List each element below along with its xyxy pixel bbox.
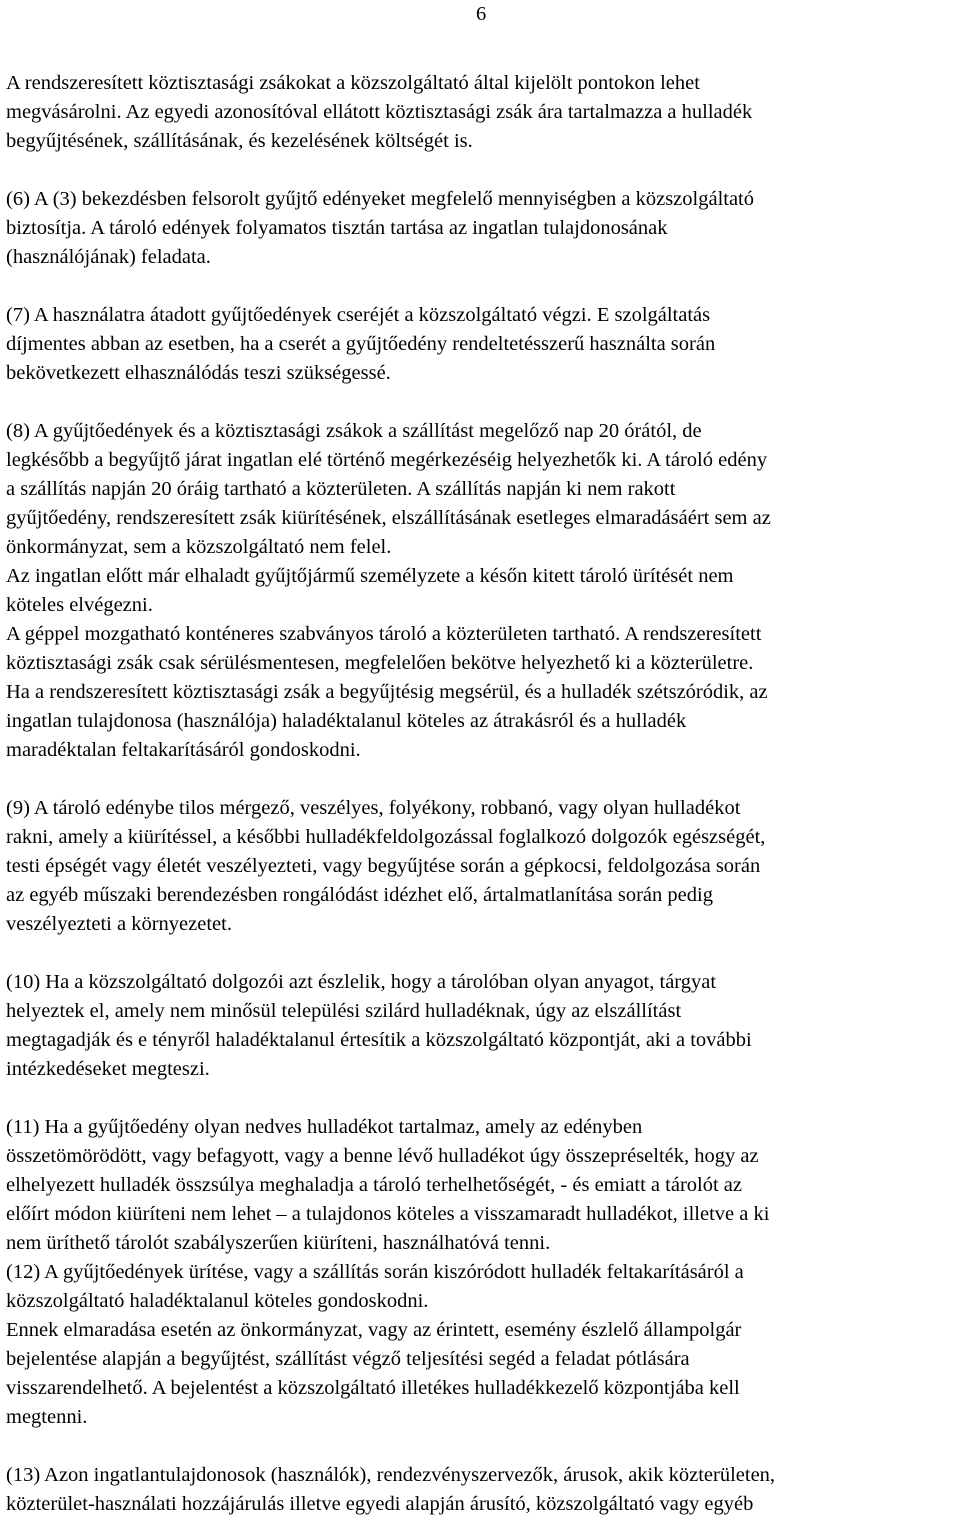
text-line: A rendszeresített köztisztasági zsákokat a közszolgáltató által kijelölt pontokon lehet: [6, 72, 700, 94]
text-line: veszélyezteti a környezetet.: [6, 913, 232, 935]
text-line: visszarendelhető. A bejelentést a közszolgáltató illetékes hulladékkezelő központjába kell: [6, 1377, 740, 1399]
text-line: biztosítja. A tároló edények folyamatos tisztán tartása az ingatlan tulajdonosának: [6, 217, 668, 239]
text-line: legkésőbb a begyűjtő járat ingatlan elé történő megérkezéséig helyezhetők ki. A tároló edény: [6, 449, 768, 471]
paragraph-spacer: [6, 1084, 956, 1113]
text-line: közszolgáltató haladéktalanul köteles gondoskodni.: [6, 1290, 429, 1312]
text-line: (7) A használatra átadott gyűjtőedények cseréjét a közszolgáltató végzi. E szolgáltatás: [6, 304, 711, 326]
text-line: köteles elvégezni.: [6, 594, 153, 616]
text-line: Ennek elmaradása esetén az önkormányzat, vagy az érintett, esemény észlelő állampolgár: [6, 1319, 742, 1341]
text-line: maradéktalan feltakarításáról gondoskodni.: [6, 739, 361, 761]
text-line: rakni, amely a kiürítéssel, a későbbi hulladékfeldolgozással foglalkozó dolgozók egészségét,: [6, 826, 766, 848]
text-line: (13) Azon ingatlantulajdonosok (használók), rendezvényszervezők, árusok, akik közterületen,: [6, 1464, 776, 1486]
paragraph-8: [6, 417, 956, 765]
text-line: elhelyezett hulladék összsúlya meghaladja a tároló terhelhetőségét, - és emiatt a tárolót az: [6, 1174, 742, 1196]
document-body: [6, 69, 956, 1519]
text-line: A géppel mozgatható konténeres szabványos tároló a közterületen tartható. A rendszeresített: [6, 623, 762, 645]
page-number: 6: [476, 3, 487, 25]
paragraph-6: [6, 185, 956, 272]
text-line: megvásárolni. Az egyedi azonosítóval ellátott köztisztasági zsák ára tartalmazza a hulladék: [6, 101, 753, 123]
text-line: (8) A gyűjtőedények és a köztisztasági zsákok a szállítást megelőző nap 20 órától, de: [6, 420, 702, 442]
text-line: (használójának) feladata.: [6, 246, 211, 268]
text-line: az egyéb műszaki berendezésben rongálódást idézhet elő, ártalmatlanítása során pedig: [6, 884, 713, 906]
text-line: bekövetkezett elhasználódás teszi szükségessé.: [6, 362, 391, 384]
paragraph-9: [6, 794, 956, 939]
paragraph-spacer: [6, 156, 956, 185]
text-line: összetömörödött, vagy befagyott, vagy a benne lévő hulladékot úgy összepréselték, hogy az: [6, 1145, 759, 1167]
text-line: Az ingatlan előtt már elhaladt gyűjtőjármű személyzete a későn kitett tároló ürítését nem: [6, 565, 734, 587]
text-line: önkormányzat, sem a közszolgáltató nem felel.: [6, 536, 392, 558]
text-line: (9) A tároló edénybe tilos mérgező, veszélyes, folyékony, robbanó, vagy olyan hulladékot: [6, 797, 741, 819]
text-line: (6) A (3) bekezdésben felsorolt gyűjtő edényeket megfelelő mennyiségben a közszolgáltató: [6, 188, 754, 210]
text-line: megtenni.: [6, 1406, 88, 1428]
text-line: a szállítás napján 20 óráig tartható a közterületen. A szállítás napján ki nem rakott: [6, 478, 676, 500]
text-line: Ha a rendszeresített köztisztasági zsák a begyűjtésig megsérül, és a hulladék szétszóródik, az: [6, 681, 768, 703]
text-line: ingatlan tulajdonosa (használója) haladéktalanul köteles az átrakásról és a hulladék: [6, 710, 687, 732]
paragraph-spacer: [6, 1432, 956, 1461]
paragraph-intro: [6, 69, 956, 156]
paragraph-spacer: [6, 765, 956, 794]
text-line: bejelentése alapján a begyűjtést, szállítást végző teljesítési segéd a feladat pótlására: [6, 1348, 690, 1370]
text-line: díjmentes abban az esetben, ha a cserét a gyűjtőedény rendeltetésszerű használta során: [6, 333, 716, 355]
paragraph-11-12: [6, 1113, 956, 1432]
text-line: (12) A gyűjtőedények ürítése, vagy a szállítás során kiszóródott hulladék feltakarításáról a: [6, 1261, 744, 1283]
text-line: előírt módon kiüríteni nem lehet – a tulajdonos köteles a visszamaradt hulladékot, illetve a ki: [6, 1203, 770, 1225]
text-line: helyeztek el, amely nem minősül települési szilárd hulladéknak, úgy az elszállítást: [6, 1000, 682, 1022]
text-line: testi épségét vagy életét veszélyezteti, vagy begyűjtése során a gépkocsi, feldolgozása során: [6, 855, 761, 877]
text-line: begyűjtésének, szállításának, és kezelésének költségét is.: [6, 130, 473, 152]
text-line: nem üríthető tárolót szabályszerűen kiüríteni, használhatóvá tenni.: [6, 1232, 551, 1254]
paragraph-spacer: [6, 939, 956, 968]
paragraph-10: [6, 968, 956, 1084]
paragraph-13: [6, 1461, 956, 1519]
paragraph-7: [6, 301, 956, 388]
text-line: (10) Ha a közszolgáltató dolgozói azt észlelik, hogy a tárolóban olyan anyagot, tárgyat: [6, 971, 717, 993]
text-line: intézkedéseket megteszi.: [6, 1058, 210, 1080]
text-line: gyűjtőedény, rendszeresített zsák kiürítésének, elszállításának esetleges elmaradásáért sem az: [6, 507, 771, 529]
text-line: köztisztasági zsák csak sérülésmentesen, megfelelően bekötve helyezhető ki a közterületre.: [6, 652, 754, 674]
text-line: (11) Ha a gyűjtőedény olyan nedves hulladékot tartalmaz, amely az edényben: [6, 1116, 643, 1138]
text-line: megtagadják és e tényről haladéktalanul értesítik a közszolgáltató központját, aki a további: [6, 1029, 752, 1051]
paragraph-spacer: [6, 388, 956, 417]
paragraph-spacer: [6, 272, 956, 301]
text-line: közterület-használati hozzájárulás illetve egyedi alapján árusító, közszolgáltató vagy egyéb: [6, 1493, 754, 1515]
